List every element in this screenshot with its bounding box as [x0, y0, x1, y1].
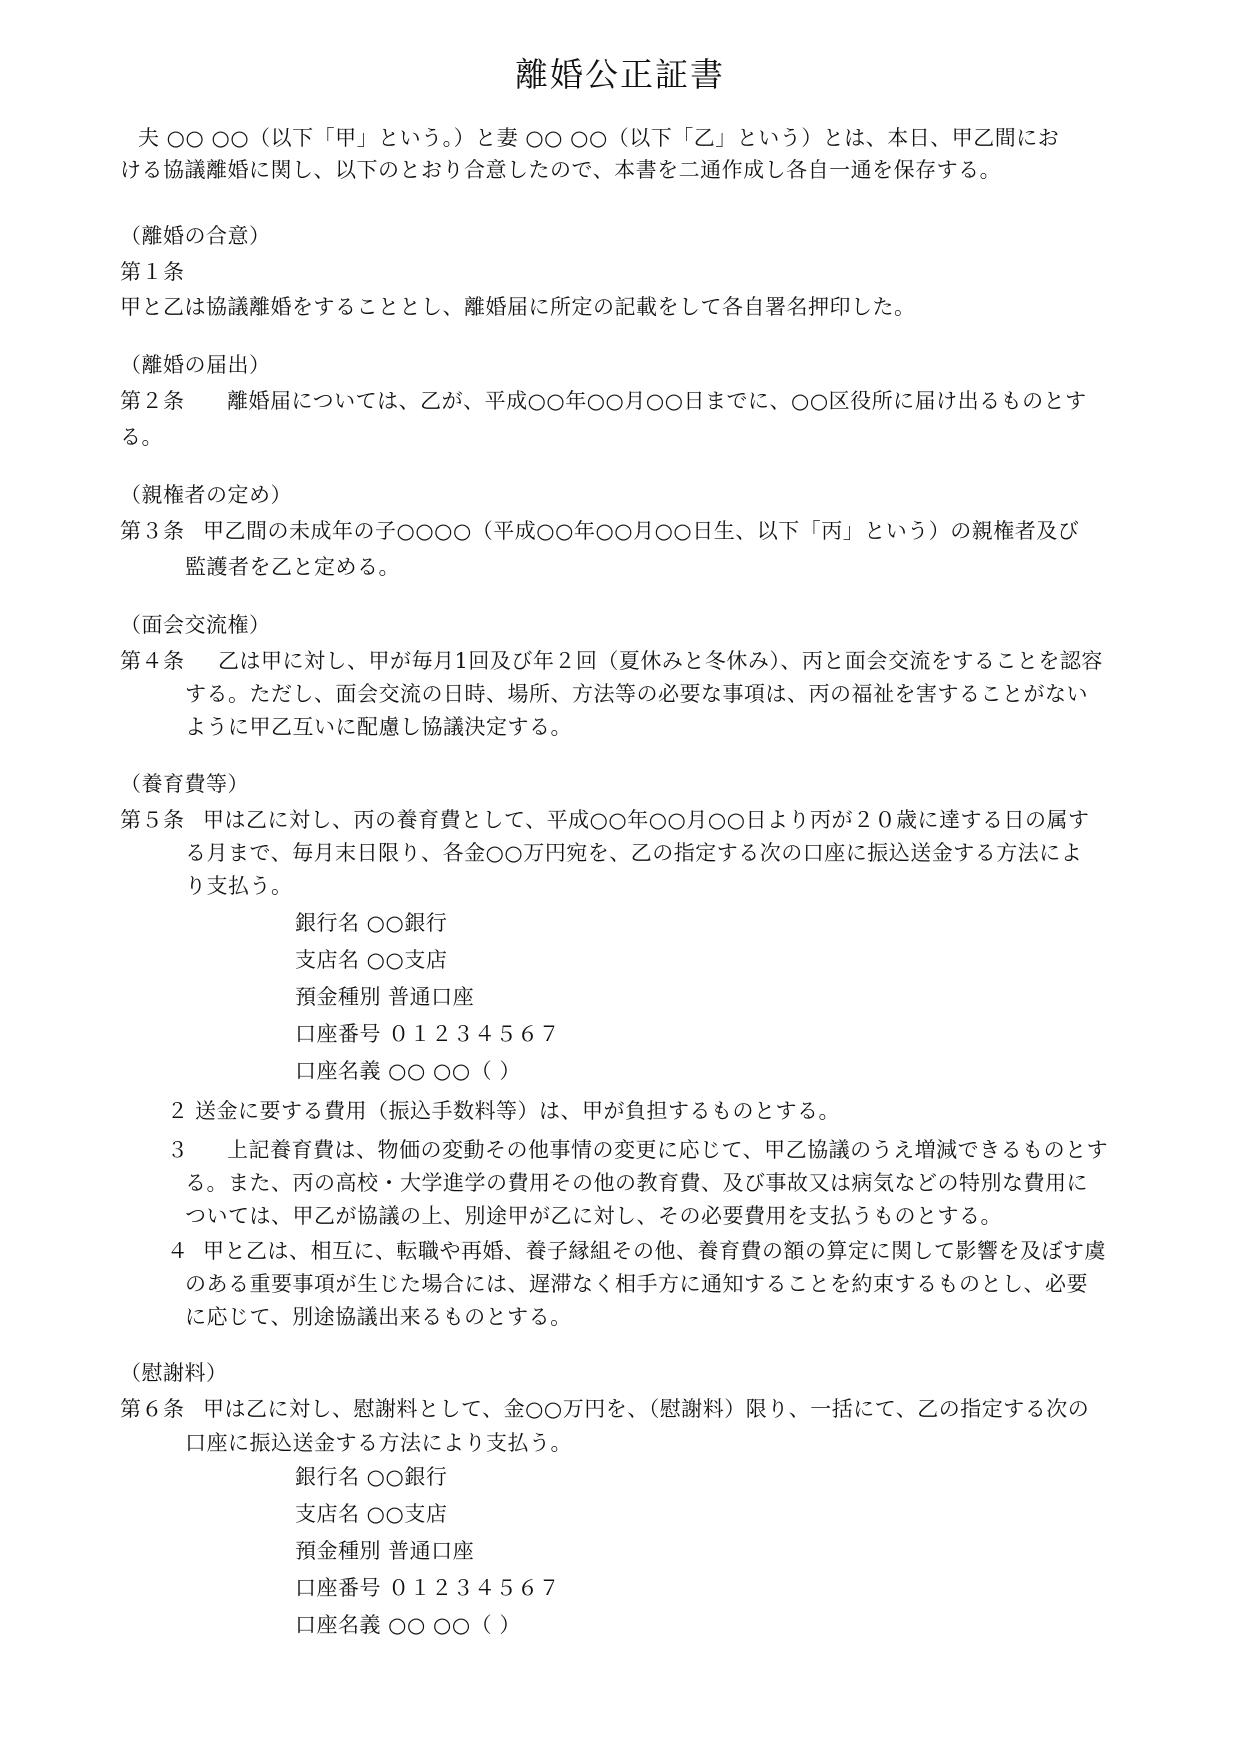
paragraph-text: 送金に要する費用（振込手数料等）は、甲が負担するものとする。 [195, 1099, 840, 1123]
article-body-continuation: ように甲乙互いに配慮し協議決定する。 [185, 715, 572, 739]
bank-detail-line: 預金種別 普通口座 [295, 1539, 475, 1563]
article-body: 甲乙間の未成年の子○○○○（平成○○年○○月○○日生、以下「丙」という）の親権者及び [203, 519, 1080, 543]
article-body: 甲は乙に対し、慰謝料として、金○○万円を、（慰謝料）限り、一括にて、乙の指定する次の [203, 1397, 1090, 1421]
paragraph-continuation: に応じて、別途協議出来るものとする。 [185, 1305, 572, 1329]
bank-detail-line: 口座名義 ○○ ○○（ ） [295, 1613, 521, 1637]
article-body: 甲と乙は協議離婚をすることとし、離婚届に所定の記載をして各自署名押印した。 [120, 295, 916, 319]
article-body: 乙は甲に対し、甲が毎月1回及び年２回（夏休みと冬休み）、丙と面会交流をすることを認容 [218, 649, 1103, 673]
article-body-continuation: 監護者を乙と定める。 [185, 555, 400, 579]
article-number: 第１条 [120, 260, 185, 284]
paragraph-text: 上記養育費は、物価の変動その他事情の変更に応じて、甲乙協議のうえ増減できるものとす [227, 1138, 1109, 1162]
article-heading: （慰謝料） [120, 1361, 228, 1385]
article-heading: （離婚の届出） [120, 353, 271, 377]
bank-detail-line: 口座番号 ０１２３４５６７ [295, 1022, 561, 1046]
article-heading: （面会交流権） [120, 613, 271, 637]
article-heading: （離婚の合意） [120, 224, 271, 248]
article-number: 第４条 [120, 649, 185, 673]
paragraph-continuation: のある重要事項が生じた場合には、遅滞なく相手方に通知することを約束するものとし、必要 [185, 1272, 1088, 1296]
bank-detail-line: 口座名義 ○○ ○○（ ） [295, 1059, 521, 1083]
bank-detail-line: 銀行名 ○○銀行 [295, 1465, 448, 1489]
paragraph-continuation: ついては、甲乙が協議の上、別途甲が乙に対し、その必要費用を支払うものとする。 [185, 1204, 1002, 1228]
preamble-line: ける協議離婚に関し、以下のとおり合意したので、本書を二通作成し各自一通を保存する。 [120, 158, 1002, 182]
bank-detail-line: 支店名 ○○支店 [295, 948, 448, 972]
article-heading: （親権者の定め） [120, 483, 292, 507]
bank-detail-line: 銀行名 ○○銀行 [295, 911, 448, 935]
document-title: 離婚公正証書 [515, 55, 725, 94]
article-heading: （養育費等） [120, 772, 249, 796]
bank-detail-line: 預金種別 普通口座 [295, 985, 475, 1009]
paragraph-number: ３ [167, 1138, 189, 1162]
bank-detail-line: 口座番号 ０１２３４５６７ [295, 1576, 561, 1600]
bank-detail-line: 支店名 ○○支店 [295, 1502, 448, 1526]
paragraph-continuation: る。また、丙の高校・大学進学の費用その他の教育費、及び事故又は病気などの特別な費用に [185, 1171, 1088, 1195]
article-number: 第６条 [120, 1397, 185, 1421]
article-number: 第２条 [120, 389, 185, 413]
paragraph-number: ４ [167, 1239, 189, 1263]
article-body-continuation: 口座に振込送金する方法により支払う。 [185, 1431, 572, 1455]
preamble-line: 夫 ○○ ○○（以下「甲」という。）と妻 ○○ ○○（以下「乙」という）とは、本日、甲乙間にお [138, 126, 1060, 150]
article-body: 甲は乙に対し、丙の養育費として、平成○○年○○月○○日より丙が２０歳に達する日の属す [203, 808, 1090, 832]
article-number: 第３条 [120, 519, 185, 543]
paragraph-number: ２ [167, 1099, 189, 1123]
paragraph-text: 甲と乙は、相互に、転職や再婚、養子縁組その他、養育費の額の算定に関して影響を及ぼす虞 [203, 1239, 1106, 1263]
article-number: 第５条 [120, 808, 185, 832]
article-body: 離婚届については、乙が、平成○○年○○月○○日までに、○○区役所に届け出るものとす [227, 389, 1087, 413]
article-body-continuation: り支払う。 [185, 874, 293, 898]
article-body-continuation: する。ただし、面会交流の日時、場所、方法等の必要な事項は、丙の福祉を害することがない [185, 682, 1088, 706]
article-body-continuation: る。 [120, 425, 163, 449]
article-body-continuation: る月まで、毎月末日限り、各金○○万円宛を、乙の指定する次の口座に振込送金する方法によ [185, 841, 1083, 865]
